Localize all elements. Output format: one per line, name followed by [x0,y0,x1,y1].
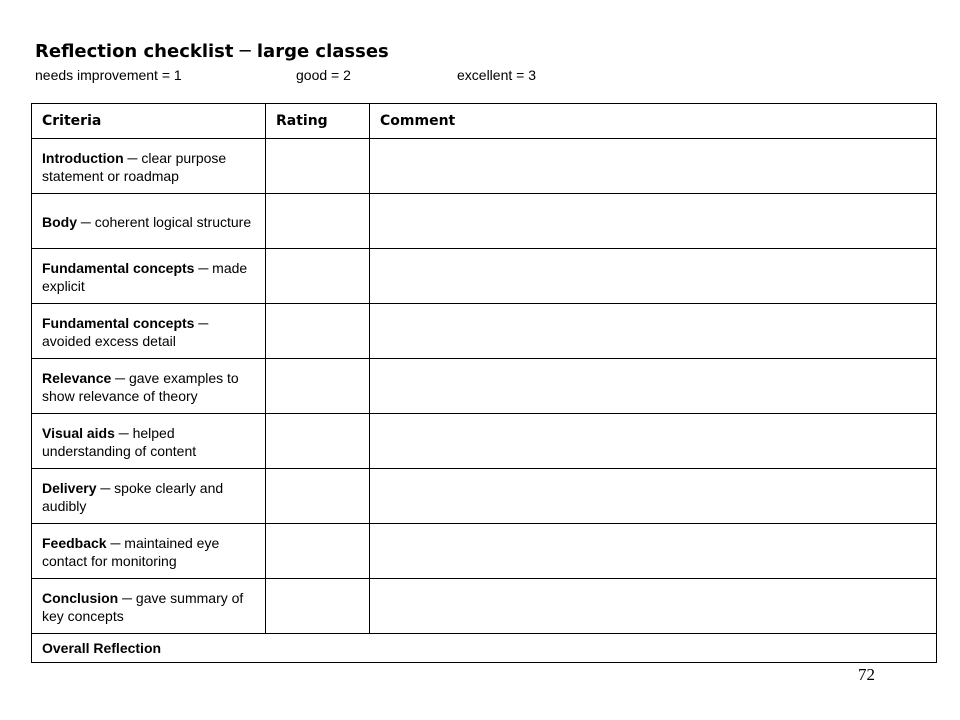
table-header-row [32,104,937,139]
rating-cell[interactable] [266,469,370,524]
criteria-cell [32,304,266,359]
criteria-cell [32,469,266,524]
scale-good: good = 2 [296,67,351,83]
comment-cell[interactable] [370,249,937,304]
rating-cell[interactable] [266,359,370,414]
criteria-description: maintained eye contact for monitoring [42,534,220,569]
rating-cell[interactable] [266,194,370,249]
criteria-description: spoke clearly and audibly [42,479,224,514]
criteria-description: helped understanding of content [42,424,197,459]
comment-cell[interactable] [370,304,937,359]
comment-cell[interactable] [370,194,937,249]
criteria-description: made explicit [42,259,248,294]
criteria-name: Feedback ─ [42,534,121,551]
criteria-cell [32,414,266,469]
rating-cell[interactable] [266,304,370,359]
criteria-name: Body ─ [42,213,91,230]
scale-excellent: excellent = 3 [457,67,536,83]
table-row [32,469,937,524]
criteria-cell [32,194,266,249]
criteria-description: gave summary of key concepts [42,589,244,624]
comment-cell[interactable] [370,524,937,579]
criteria-name: Relevance ─ [42,369,126,386]
criteria-name: Fundamental concepts ─ [42,259,209,276]
criteria-cell [32,524,266,579]
table-row [32,139,937,194]
criteria-cell [32,359,266,414]
table-row [32,304,937,359]
header-rating: Rating [266,104,370,139]
comment-cell[interactable] [370,414,937,469]
criteria-description: coherent logical structure [90,213,252,230]
criteria-name: Visual aids ─ [42,424,129,441]
rating-cell[interactable] [266,579,370,634]
table-row [32,524,937,579]
rating-cell[interactable] [266,524,370,579]
overall-row [32,634,937,663]
criteria-cell [32,579,266,634]
page-number: 72 [858,665,875,684]
scale-needs-improvement: needs improvement = 1 [35,67,182,83]
criteria-name: Delivery ─ [42,479,111,496]
comment-cell[interactable] [370,359,937,414]
criteria-name: Conclusion ─ [42,589,133,606]
criteria-cell [32,249,266,304]
criteria-name: Fundamental concepts ─ [42,314,209,331]
comment-cell[interactable] [370,469,937,524]
criteria-description: gave examples to show relevance of theory [42,369,239,404]
criteria-cell [32,139,266,194]
comment-cell[interactable] [370,139,937,194]
table-row [32,359,937,414]
comment-cell[interactable] [370,579,937,634]
reflection-checklist-table [31,103,937,663]
table-row [32,414,937,469]
criteria-description: clear purpose statement or roadmap [42,149,227,184]
criteria-name: Introduction ─ [42,149,138,166]
overall-reflection-cell[interactable]: Overall Reflection [32,634,937,663]
header-criteria: Criteria [32,104,266,139]
header-comment: Comment [370,104,937,139]
rating-cell[interactable] [266,249,370,304]
rating-cell[interactable] [266,139,370,194]
rating-cell[interactable] [266,414,370,469]
table-row [32,249,937,304]
table-row [32,579,937,634]
page-title: Reflection checklist ─ large classes [35,41,389,62]
criteria-description: avoided excess detail [42,332,176,349]
table-row [32,194,937,249]
